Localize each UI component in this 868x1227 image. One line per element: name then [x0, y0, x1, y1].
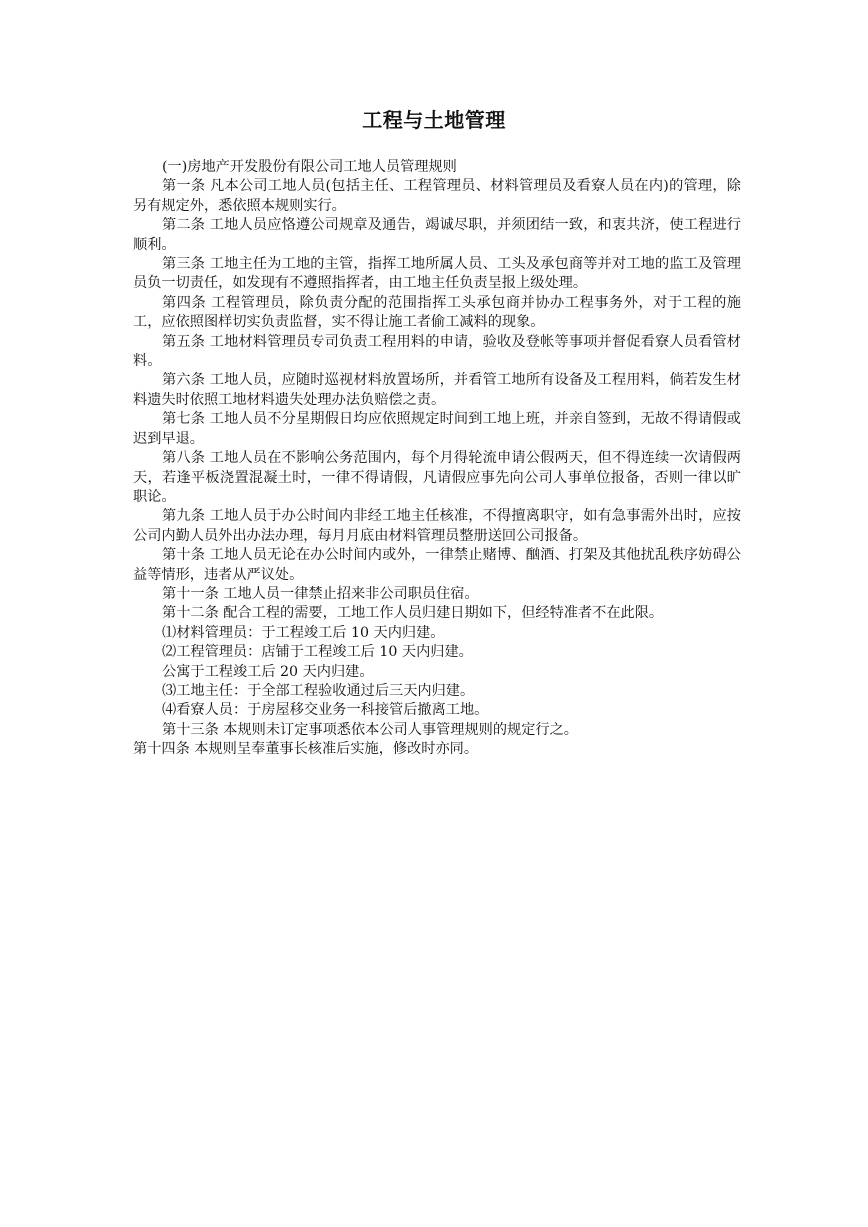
paragraph: 第十二条 配合工程的需要，工地工作人员归建日期如下，但经特准者不在此限。: [162, 605, 664, 622]
paragraph: 第十四条 本规则呈奉董事长核准后实施，修改时亦同。: [133, 741, 479, 758]
paragraph: 第七条 工地人员不分星期假日均应依照规定时间到工地上班，并亲自签到，无故不得请假或迟到早退。: [133, 411, 741, 447]
paragraph: 第十一条 工地人员一律禁止招来非公司职员住宿。: [162, 585, 479, 602]
paragraph: 第十三条 本规则未订定事项悉依本公司人事管理规则的规定行之。: [162, 721, 578, 738]
paragraph: 第十条 工地人员无论在办公时间内或外，一律禁止赌博、酗酒、打架及其他扰乱秩序妨碍公益等情形，违者从严议处。: [133, 547, 741, 583]
paragraph: (一)房地产开发股份有限公司工地人员管理规则: [162, 159, 457, 175]
paragraph: 第一条 凡本公司工地人员(包括主任、工程管理员、材料管理员及看寮人员在内)的管理，除另有规定外，悉依照本规则实行。: [133, 178, 741, 214]
paragraph: 公寓于工程竣工后 20 天内归建。: [162, 663, 374, 680]
page-title: 工程与土地管理: [362, 108, 506, 132]
paragraph: 第六条 工地人员，应随时巡视材料放置场所，并看管工地所有设备及工程用料，倘若发生材料遗失时依照工地材料遗失处理办法负赔偿之责。: [133, 372, 741, 408]
paragraph: 第三条 工地主任为工地的主管，指挥工地所属人员、工头及承包商等并对工地的监工及管理员负一切责任，如发现有不遵照指挥者，由工地主任负责呈报上级处理。: [133, 256, 741, 292]
paragraph: ⑶工地主任：于全部工程验收通过后三天内归建。: [162, 682, 475, 699]
paragraph: ⑵工程管理员：店铺于工程竣工后 10 天内归建。: [162, 644, 473, 661]
paragraph: 第九条 工地人员于办公时间内非经工地主任核准，不得擅离职守，如有急事需外出时，应按公司内勤人员外出办法办理，每月月底由材料管理员整册送回公司报备。: [133, 508, 741, 544]
paragraph: 第四条 工程管理员，除负责分配的范围指挥工头承包商并协办工程事务外，对于工程的施工，应依照图样切实负责监督，实不得让施工者偷工减料的现象。: [133, 294, 741, 331]
paragraph: 第八条 工地人员在不影响公务范围内，每个月得轮流申请公假两天，但不得连续一次请假两天，若逢平板浇置混凝土时，一律不得请假，凡请假应事先向公司人事单位报备，否则一律以旷职论。: [133, 450, 741, 505]
paragraph: 第五条 工地材料管理员专司负责工程用料的申请，验收及登帐等事项并督促看寮人员看管材料。: [133, 333, 741, 370]
paragraph: 第二条 工地人员应恪遵公司规章及通告，竭诚尽职，并须团结一致，和衷共济，使工程进行顺利。: [133, 217, 741, 253]
paragraph: ⑴材料管理员：于工程竣工后 10 天内归建。: [162, 624, 445, 641]
document-body: [133, 158, 741, 760]
paragraph: ⑷看寮人员：于房屋移交业务一科接管后撤离工地。: [162, 702, 489, 719]
